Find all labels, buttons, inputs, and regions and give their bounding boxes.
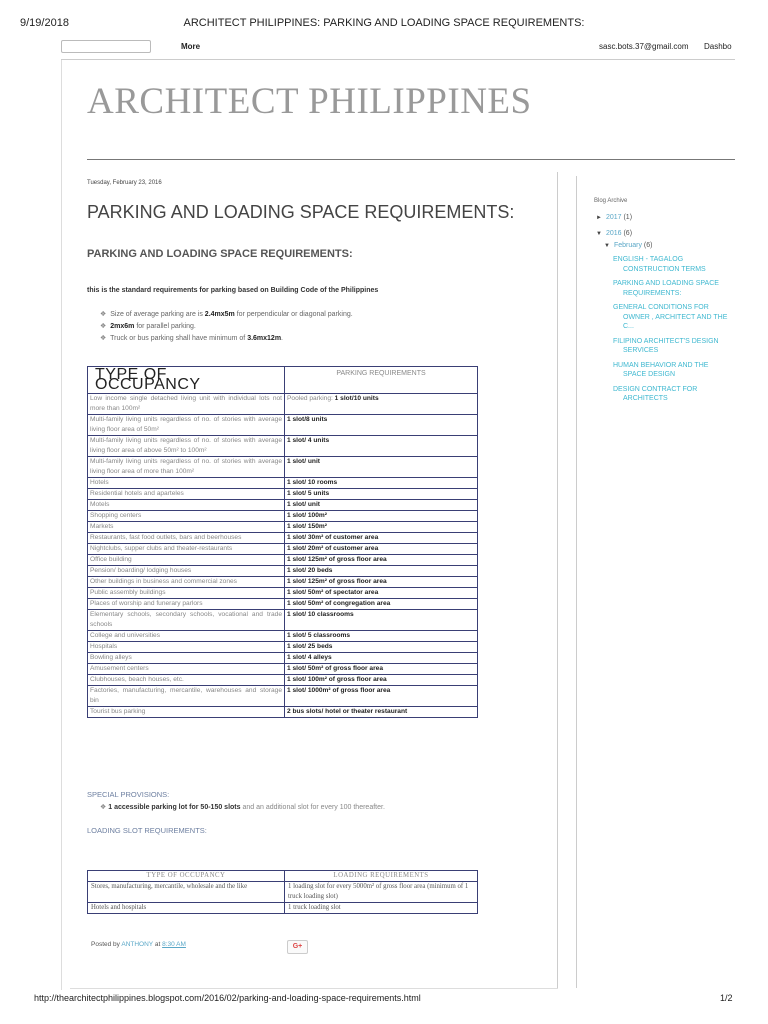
requirement-value: 1 slot/ unit [287,458,320,465]
diamond-bullet-icon: ❖ [100,311,107,318]
parking-requirement-cell [285,511,478,522]
parking-requirement-cell [285,415,478,436]
dashboard-link[interactable]: Dashbo [704,42,732,51]
requirement-value: 1 slot/ 5 classrooms [287,632,351,639]
post-date: Tuesday, February 23, 2016 [87,180,162,186]
more-link[interactable]: More [181,42,201,51]
requirement-prefix: Pooled parking: [287,395,335,402]
table-row [88,511,478,522]
table-header-row [88,367,478,394]
table-row [88,394,478,415]
archive-post-link[interactable] [613,303,738,332]
loading-requirement-cell: 1 truck loading slot [285,903,478,914]
table-row [88,882,478,903]
occupancy-cell: Multi-family living units regardless of no. of stories with average living floor area of 50m² [88,415,285,436]
requirement-value: 1 slot/ 100m² of gross floor area [287,676,387,683]
table-row [88,566,478,577]
post-link-line[interactable]: REQUIREMENTS: [623,289,682,297]
author-link[interactable]: ANTHONY [121,941,154,948]
requirement-value: 1 slot/ 50m² of gross floor area [287,665,384,672]
google-plus-share-button[interactable]: G+ [287,940,308,954]
archive-item-february[interactable] [604,242,652,249]
parking-requirement-cell [285,436,478,457]
parking-requirement-cell [285,478,478,489]
archive-item-2016[interactable] [596,230,632,237]
archive-post-list [613,255,738,409]
list-item [100,321,353,333]
parking-requirement-cell [285,686,478,707]
main-column-divider [70,988,558,989]
diamond-bullet-icon: ❖ [100,804,107,811]
table-row [88,686,478,707]
size-bullets [100,309,353,345]
occupancy-cell: Hotels [88,478,285,489]
parking-requirement-cell [285,500,478,511]
posted-by-label: Posted by [91,941,122,948]
parking-requirement-cell [285,555,478,566]
parking-requirement-cell [285,457,478,478]
requirement-value: 1 slot/ 25 beds [287,643,333,650]
archive-item-2017[interactable] [596,214,632,221]
parking-requirements-table [87,366,478,718]
requirement-value: 1 slot/ 20m² of customer area [287,545,379,552]
table-row [88,577,478,588]
parking-requirement-cell [285,544,478,555]
blog-title[interactable]: ARCHITECT PHILIPPINES [87,81,532,122]
table-row [88,489,478,500]
header-parking-requirements: PARKING REQUIREMENTS [285,367,478,394]
occupancy-cell: Office building [88,555,285,566]
occupancy-cell: Pension/ boarding/ lodging houses [88,566,285,577]
parking-table-body [88,394,478,718]
requirement-value: 1 slot/ unit [287,501,320,508]
post-footer [91,941,186,948]
occupancy-cell: Tourist bus parking [88,707,285,718]
archive-post-link[interactable] [613,255,738,274]
parking-requirement-cell [285,610,478,631]
header-divider [87,159,735,160]
occupancy-cell: Other buildings in business and commercial zones [88,577,285,588]
requirement-value: 1 slot/ 100m² [287,512,327,519]
loading-requirements-table [87,870,478,914]
archive-year-link[interactable]: 2016 [605,230,622,237]
special-provision-bold: 1 accessible parking lot for 50-150 slots [108,804,241,811]
occupancy-cell: Nightclubs, supper clubs and theater-restaurants [88,544,285,555]
post-link-line[interactable]: OWNER , ARCHITECT AND THE C... [623,313,728,330]
diamond-bullet-icon: ❖ [100,335,107,342]
post-link-line[interactable]: SERVICES [623,347,659,354]
special-provision-text: and an additional slot for every 100 thereafter. [240,804,385,811]
occupancy-cell: Factories, manufacturing, mercantile, warehouses and storage bin [88,686,285,707]
requirement-value: 1 slot/ 1000m² of gross floor area [287,687,391,694]
archive-count: (6) [621,230,633,237]
requirement-value: 1 slot/8 units [287,416,328,423]
table-row [88,631,478,642]
loading-occupancy-cell: Stores, manufacturing, mercantile, wholesale and the like [88,882,285,903]
occupancy-cell: Multi-family living units regardless of no. of stories with average living floor area of above 50m² to 100m² [88,436,285,457]
table-row [88,653,478,664]
table-row [88,478,478,489]
requirement-value: 1 slot/ 10 rooms [287,479,338,486]
archive-post-link[interactable] [613,385,738,404]
table-row [88,544,478,555]
print-title: ARCHITECT PHILIPPINES: PARKING AND LOADING SPACE REQUIREMENTS: [183,17,585,29]
blog-archive-heading: Blog Archive [594,198,628,204]
table-row [88,903,478,914]
parking-requirement-cell [285,522,478,533]
parking-requirement-cell [285,675,478,686]
post-link-line[interactable]: CONSTRUCTION TERMS [623,265,706,273]
table-row [88,707,478,718]
requirement-value: 1 slot/10 units [334,395,379,402]
post-link-line[interactable]: ARCHITECTS [623,395,668,402]
collapsed-triangle-icon[interactable]: ► [596,215,602,221]
post-link-line[interactable]: HUMAN BEHAVIOR AND THE [613,361,709,369]
print-footer-url: http://thearchitectphilippines.blogspot.com/2016/02/parking-and-loading-space-requirements.html [34,993,421,1003]
bullet-bold: 2mx6m [110,323,135,330]
requirement-value: 1 slot/ 150m² [287,523,327,530]
parking-requirement-cell [285,489,478,500]
occupancy-cell: Shopping centers [88,511,285,522]
archive-count: (6) [641,242,653,249]
parking-requirement-cell [285,653,478,664]
archive-post-link[interactable] [613,361,738,380]
bullet-bold: 2.4mx5m [204,311,235,318]
post-link-line[interactable]: DESIGN CONTRACT FOR [613,385,698,393]
table-row [88,664,478,675]
post-link-line[interactable]: ENGLISH - TAGALOG [613,256,684,263]
header-loading-requirements: LOADING REQUIREMENTS [285,871,478,882]
table-row [88,610,478,631]
bullet-text: Truck or bus parking shall have minimum of [110,335,248,342]
header-type-of-occupancy: TYPE OF OCCUPANCY [88,367,285,394]
requirement-value: 1 slot/ 50m² of congregation area [287,600,391,607]
table-row [88,675,478,686]
requirement-value: 1 slot/ 50m² of spectator area [287,589,379,596]
post-time-link[interactable]: 8:30 AM [162,941,186,948]
requirement-value: 1 slot/ 125m² of gross floor area [287,556,387,563]
table-row [88,522,478,533]
occupancy-cell: Hospitals [88,642,285,653]
parking-requirement-cell [285,588,478,599]
table-header-row [88,871,478,882]
archive-post-link[interactable] [613,279,738,298]
parking-requirement-cell [285,707,478,718]
archive-count: (1) [621,214,633,221]
table-row [88,588,478,599]
table-row [88,436,478,457]
blogger-navbar [61,38,735,60]
table-row [88,500,478,511]
occupancy-cell: College and universities [88,631,285,642]
parking-requirement-cell [285,631,478,642]
diamond-bullet-icon: ❖ [100,323,107,330]
parking-requirement-cell [285,642,478,653]
parking-requirement-cell [285,566,478,577]
loading-slot-heading: LOADING SLOT REQUIREMENTS: [87,826,207,835]
post-link-line[interactable]: SPACE DESIGN [623,371,675,378]
occupancy-cell: Clubhouses, beach houses, etc. [88,675,285,686]
post-link-line[interactable]: PARKING AND LOADING SPACE [613,280,719,287]
table-row [88,457,478,478]
occupancy-cell: Multi-family living units regardless of no. of stories with average living floor area of more than 100m² [88,457,285,478]
occupancy-cell: Public assembly buildings [88,588,285,599]
archive-post-link[interactable] [613,337,738,356]
occupancy-cell: Bowling alleys [88,653,285,664]
requirement-value: 1 slot/ 20 beds [287,567,333,574]
bullet-text: for parallel parking. [134,323,196,330]
requirement-value: 1 slot/ 5 units [287,490,330,497]
occupancy-cell: Amusement centers [88,664,285,675]
table-row [88,533,478,544]
account-email[interactable]: sasc.bots.37@gmail.com [599,42,689,51]
occupancy-cell: Motels [88,500,285,511]
bullet-bold: 3.6mx12m [247,335,282,342]
requirement-value: 1 slot/ 30m² of customer area [287,534,379,541]
expanded-triangle-icon[interactable]: ▼ [604,243,610,249]
occupancy-cell: Low income single detached living unit with individual lots not more than 100m² [88,394,285,415]
parking-requirement-cell [285,599,478,610]
requirement-value: 1 slot/ 4 units [287,437,330,444]
table-row [88,599,478,610]
list-item [100,333,353,345]
list-item [100,309,353,321]
archive-year-link[interactable]: 2017 [605,214,622,221]
parking-requirement-cell [285,664,478,675]
post-intro: this is the standard requirements for parking based on Building Code of the Philippines [87,287,379,294]
bullet-text: for perpendicular or diagonal parking. [234,311,353,318]
bullet-text: Size of average parking are is [110,311,205,318]
loading-occupancy-cell: Hotels and hospitals [88,903,285,914]
table-row [88,555,478,566]
special-provision-item [100,803,385,811]
expanded-triangle-icon[interactable]: ▼ [596,231,602,237]
navbar-search-input[interactable] [61,40,151,53]
requirement-value: 1 slot/ 4 alleys [287,654,332,661]
posted-at-label: at [153,941,163,948]
occupancy-cell: Restaurants, fast food outlets, bars and beerhouses [88,533,285,544]
occupancy-cell: Elementary schools, secondary schools, vocational and trade schools [88,610,285,631]
parking-requirement-cell [285,577,478,588]
occupancy-cell: Residential hotels and aparteles [88,489,285,500]
post-link-line[interactable]: FILIPINO ARCHITECT'S DESIGN [613,337,719,345]
header-type-of-occupancy: TYPE OF OCCUPANCY [88,871,285,882]
print-page-number: 1/2 [720,993,733,1003]
post-link-line[interactable]: GENERAL CONDITIONS FOR [613,304,709,311]
parking-requirement-cell [285,394,478,415]
parking-requirement-cell [285,533,478,544]
bullet-text: . [281,335,283,342]
requirement-value: 1 slot/ 125m² of gross floor area [287,578,387,585]
occupancy-cell: Markets [88,522,285,533]
table-row [88,415,478,436]
print-date: 9/19/2018 [20,17,69,29]
table-row [88,642,478,653]
loading-requirement-cell: 1 loading slot for every 5000m² of gross floor area (minimum of 1 truck loading slot) [285,882,478,903]
requirement-value: 1 slot/ 10 classrooms [287,611,354,618]
requirement-value: 2 bus slots/ hotel or theater restaurant [287,708,408,715]
post-title[interactable]: PARKING AND LOADING SPACE REQUIREMENTS: [87,202,515,222]
special-provisions-heading: SPECIAL PROVISIONS: [87,790,170,799]
occupancy-cell: Places of worship and funerary parlors [88,599,285,610]
archive-month-link[interactable]: February [613,242,642,249]
post-subtitle: PARKING AND LOADING SPACE REQUIREMENTS: [87,248,353,260]
